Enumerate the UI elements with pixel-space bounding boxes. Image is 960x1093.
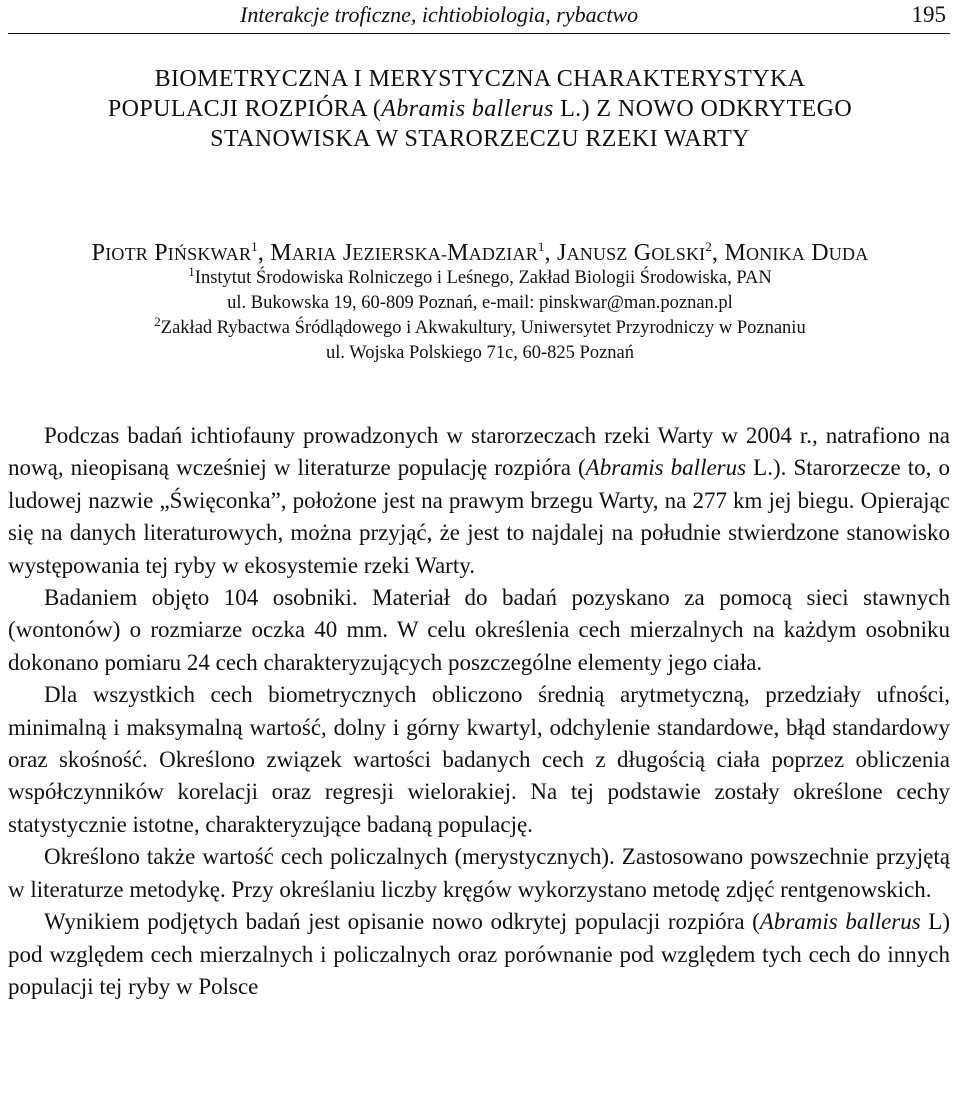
title-line-1: BIOMETRYCZNA I MERYSTYCZNA CHARAKTERYSTYKA [154,66,806,92]
abstract-paragraph-2: Badaniem objęto 104 osobniki. Materiał do badań pozyskano za pomocą sieci stawnych (wontonów) o rozmiarze oczka 40 mm. W celu określenia cech mierzalnych na każdym osobniku dokonano pomiaru 24 cech charakteryzujących poszczególne elementy jego ciała. [8,585,950,675]
abstract-paragraph-3: Dla wszystkich cech biometrycznych obliczono średnią arytmetyczną, przedziały ufności, minimalną i maksymalną wartość, dolny i górny kwartyl, odchylenie standardowe, błąd standardowy oraz skośność. Określono związek wartości badanych cech z długością ciała poprzez obliczenia współczynników korelacji oraz regresji wielorakiej. Na tej podstawie zostały określone cechy statystycznie istotne, charakteryzujące badaną populację. [8,682,950,837]
affiliation-2-line-2: ul. Wojska Polskiego 71c, 60-825 Poznań [325,343,635,363]
author-1-fr: IOTR [105,244,148,264]
abstract-p5-species: Abramis ballerus [759,909,921,935]
author-4-lr: UDA [828,244,869,264]
title-line-2-post: L.) Z NOWO ODKRYTEGO [553,96,853,122]
affiliation-2-text: Zakład Rybactwa Śródlądowego i Akwakultury, Uniwersytet Przyrodniczy w Poznaniu [160,318,806,338]
author-2-l2r: ADZIAR [468,244,538,264]
author-1-li: P [154,240,168,266]
title-line-3: STANOWISKA W STARORZECZU RZEKI WARTY [210,126,750,152]
abstract-p5-b: L) pod względem cech mierzalnych i policzalnych oraz porównanie pod względem tych cech do innych populacji tej ryby w Polsce [8,909,950,999]
title-line-2-pre: POPULACJI ROZPIÓRA ( [107,96,382,122]
abstract-p5-a: Wynikiem podjętych badań jest opisanie nowo odkrytej populacji rozpióra ( [44,909,760,935]
paper-title [0,64,960,154]
abstract-p1-a: Podczas badań ichtiofauny prowadzonych w starorzeczach rzeki Warty w 2004 r., natrafiono na nową, nieopisaną wcześniej w literaturze populację rozpióra ( [8,423,950,481]
author-1-lr: IŃSKWAR [167,244,252,264]
abstract-p1-b: L.). Starorzecze to, o ludowej nazwie „Święconka”, położone jest na prawym brzegu Warty, na 277 km jej biegu. Opierając się na danych literaturowych, można przyjąć, że jest to najdalej na południe stwierdzone stanowisko występowania tej ryby w ekosystemie rzeki Warty. [8,455,950,578]
abstract [8,420,950,1003]
author-1-aff: 1 [251,239,258,254]
affiliation-1-number: 1 [188,263,195,279]
title-species: Abramis ballerus [381,96,554,122]
running-head [8,0,950,34]
page-number: 195 [911,2,946,27]
abstract-p1-species: Abramis ballerus [585,455,747,481]
author-2-lr: EZIERSKA- [352,244,448,264]
author-2 [270,240,544,266]
author-3-fi: J [557,240,567,266]
author-4 [724,240,868,266]
affiliation-2-line-1 [0,313,960,341]
affiliation-2-number: 2 [154,313,161,329]
author-2-fr: ARIA [291,244,337,264]
affiliations [0,263,960,366]
author-2-aff: 1 [537,239,545,254]
affiliation-1-line-1 [0,263,960,291]
author-2-l2i: M [447,240,469,266]
affiliation-1-line-2: ul. Bukowska 19, 60-809 Poznań, e-mail: pinskwar@man.poznan.pl [227,293,733,313]
author-4-fi: M [724,240,746,266]
author-1-fi: P [91,240,106,266]
author-4-li: D [811,240,829,266]
author-2-fi: M [270,240,292,266]
author-3-li: G [633,240,652,266]
abstract-paragraph-4: Określono także wartość cech policzalnych (merystycznych). Zastosowano powszechnie przyjętą w literaturze metodykę. Przy określaniu liczby kręgów wykorzystano metodę zdjęć rentgenowskich. [8,844,950,902]
author-list: PIOTR PIŃSKWAR$^1$, MARIA JEZIERSKA-MADZIAR$^1$, JANUSZ GOLSKI$^2$, MONIKA DUDA [91,239,869,266]
abstract-paragraph-1 [8,420,950,582]
author-4-fr: ONIKA [746,244,805,264]
author-3-fr: ANUSZ [566,244,628,264]
author-2-li: J [342,240,353,266]
author-3 [557,240,712,266]
author-3-aff: 2 [705,239,713,254]
abstract-paragraph-5 [8,906,950,1003]
running-head-title: Interakcje troficzne, ichtiobiologia, rybactwo [240,2,639,27]
affiliation-1-text: Instytut Środowiska Rolniczego i Leśnego, Zakład Biologii Środowiska, PAN [194,268,772,288]
title-line-2 [0,94,960,124]
author-3-lr: OLSKI [651,244,706,264]
author-1 [92,240,258,266]
